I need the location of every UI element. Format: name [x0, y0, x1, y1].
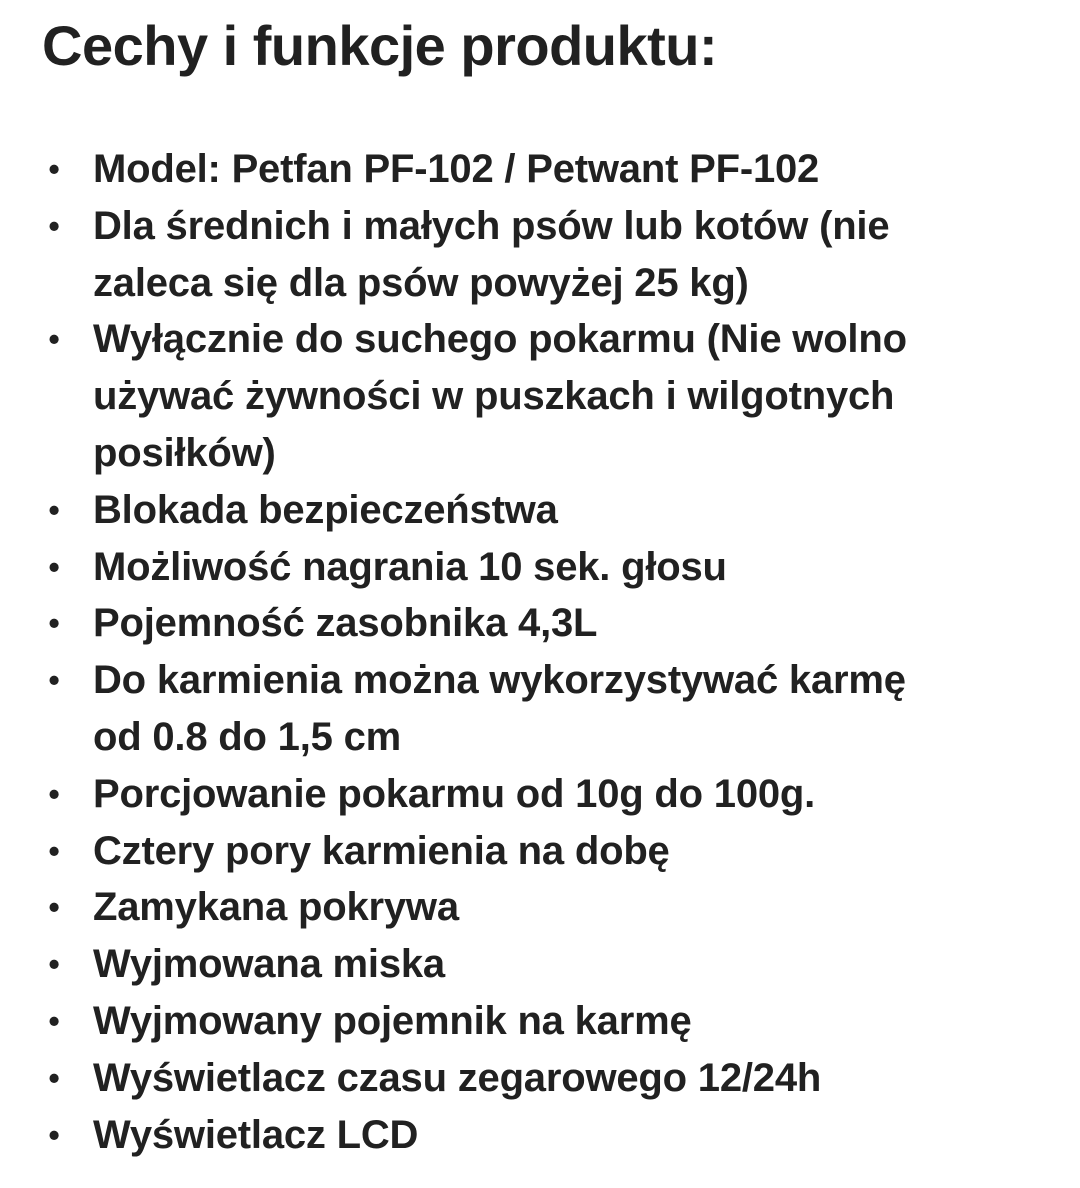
bullet-icon: • — [48, 946, 60, 983]
bullet-icon: • — [48, 662, 60, 699]
feature-pet-size — [0, 198, 1080, 312]
bullet-icon: • — [48, 775, 60, 812]
feature-line: zaleca się dla psów powyżej 25 kg) — [93, 260, 749, 305]
feature-line: Porcjowanie pokarmu od 10g do 100g. — [93, 771, 816, 816]
feature-dry-food — [0, 311, 1080, 481]
bullet-icon: • — [48, 207, 60, 244]
feature-removable-container — [0, 993, 1080, 1050]
feature-line: Do karmienia można wykorzystywać karmę — [93, 658, 906, 703]
feature-line: Dla średnich i małych psów lub kotów (nie — [93, 203, 890, 248]
feature-voice-recording — [0, 539, 1080, 596]
bullet-icon: • — [48, 889, 60, 926]
feature-line: Cztery pory karmienia na dobę — [93, 828, 670, 873]
feature-line: Wyjmowana miska — [93, 942, 445, 987]
feature-line: Możliwość nagrania 10 sek. głosu — [93, 544, 727, 589]
feature-line: Wyświetlacz LCD — [93, 1112, 419, 1157]
bullet-icon: • — [48, 1002, 60, 1039]
bullet-icon: • — [48, 1059, 60, 1096]
bullet-icon: • — [48, 832, 60, 869]
feature-feeding-times — [0, 823, 1080, 880]
feature-line: Blokada bezpieczeństwa — [93, 487, 558, 532]
feature-model — [0, 141, 1080, 198]
feature-portioning — [0, 766, 1080, 823]
feature-line: używać żywności w puszkach i wilgotnych — [93, 374, 895, 419]
feature-line: Wyświetlacz czasu zegarowego 12/24h — [93, 1055, 822, 1100]
feature-line: Zamykana pokrywa — [93, 885, 459, 930]
feature-lcd-display — [0, 1107, 1080, 1164]
feature-line: od 0.8 do 1,5 cm — [93, 714, 402, 759]
bullet-icon: • — [48, 321, 60, 358]
bullet-icon: • — [48, 548, 60, 585]
feature-lid — [0, 879, 1080, 936]
feature-line: Model: Petfan PF-102 / Petwant PF-102 — [93, 147, 820, 191]
feature-line: Wyjmowany pojemnik na karmę — [93, 998, 692, 1043]
bullet-icon: • — [48, 1116, 60, 1153]
bullet-icon: • — [48, 151, 60, 187]
features-list — [0, 141, 1080, 1163]
feature-removable-bowl — [0, 936, 1080, 993]
feature-capacity — [0, 595, 1080, 652]
bullet-icon: • — [48, 491, 60, 528]
feature-safety-lock — [0, 482, 1080, 539]
feature-line: Pojemność zasobnika 4,3L — [93, 601, 598, 646]
feature-clock-display — [0, 1050, 1080, 1107]
feature-line: posiłków) — [93, 430, 276, 475]
feature-kibble-size — [0, 652, 1080, 766]
bullet-icon: • — [48, 605, 60, 642]
feature-line: Wyłącznie do suchego pokarmu (Nie wolno — [93, 317, 907, 362]
page-title: Cechy i funkcje produktu: — [42, 14, 718, 77]
